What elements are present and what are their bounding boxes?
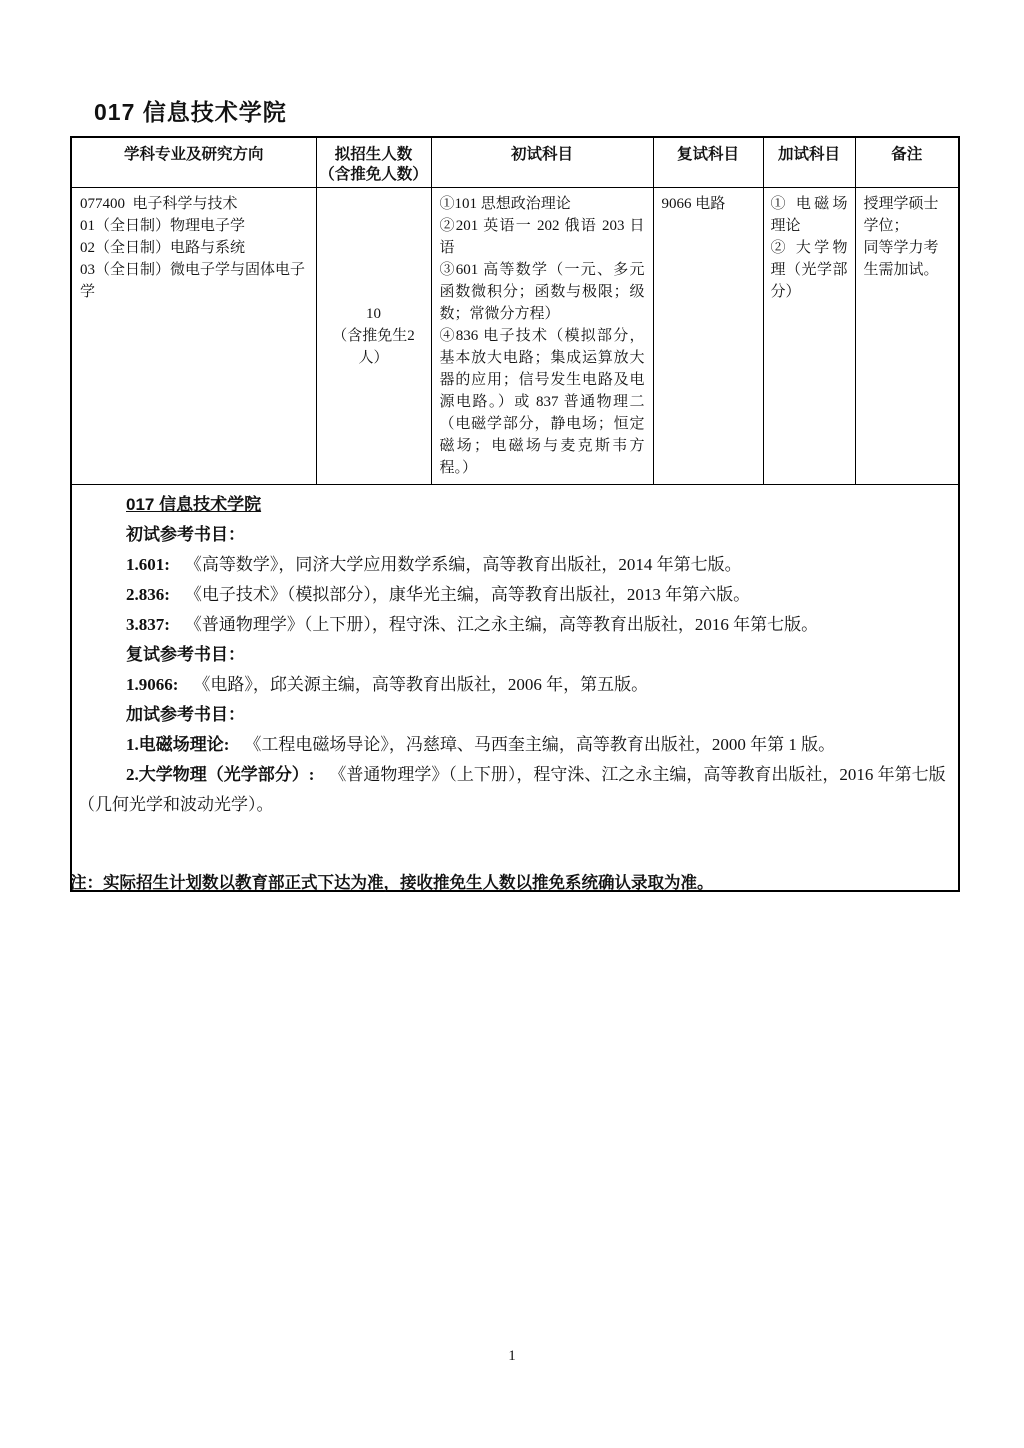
- table-header-row: [71, 137, 959, 188]
- col-header-retest-label: 复试科目: [676, 146, 739, 163]
- initial-exam-item-4: ④836 电子技术（模拟部分，基本放大电路；集成运算放大器的应用；信号发生电路及电源电路。）或 837 普通物理二（电磁学部分，静电场；恒定磁场；电磁场与麦克斯韦方程。）: [439, 328, 645, 476]
- enrollment-recommended-note: （含推免生2人）: [332, 328, 415, 366]
- book-text: 《普通物理学》（上下册），程守洙、江之永主编，高等教育出版社，2016 年第七版（几何光学和波动光学）。: [78, 765, 946, 814]
- major-cell: [71, 188, 316, 485]
- refs-book-item: [78, 610, 952, 640]
- refs-book-item: [78, 730, 952, 760]
- initial-exam-cell: [431, 188, 653, 485]
- footnote: 注：实际招生计划数以教育部正式下达为准，接收推免生人数以推免系统确认录取为准。: [70, 874, 714, 892]
- col-header-retest: [653, 137, 763, 188]
- enrollment-cell: [316, 188, 431, 485]
- refs-book-item: [78, 580, 952, 610]
- page-title: 017 信息技术学院: [94, 99, 287, 125]
- book-text: 《电路》，邱关源主编，高等教育出版社，2006 年，第五版。: [193, 675, 649, 694]
- refs-section-title-additional: 加试参考书目：: [126, 705, 245, 724]
- col-header-initial-exam-label: 初试科目: [510, 146, 573, 163]
- book-label: 2.836:: [126, 585, 170, 604]
- col-header-additional-exam: [763, 137, 855, 188]
- book-label: 1.电磁场理论:: [126, 735, 230, 754]
- book-label: 1.601:: [126, 555, 170, 574]
- col-header-major-label: 学科专业及研究方向: [123, 146, 264, 163]
- book-text: 《电子技术》（模拟部分），康华光主编，高等教育出版社，2013 年第六版。: [184, 585, 751, 604]
- book-text: 《工程电磁场导论》，冯慈璋、马西奎主编，高等教育出版社，2000 年第 1 版。: [244, 735, 836, 754]
- col-header-enrollment-line1: 拟招生人数: [334, 146, 413, 163]
- retest-cell: [653, 188, 763, 485]
- book-label: 1.9066:: [126, 675, 179, 694]
- remarks-line-2: 同等学力考生需加试。: [863, 240, 939, 278]
- book-text: 《普通物理学》（上下册），程守洙、江之永主编，高等教育出版社，2016 年第七版。: [184, 615, 819, 634]
- additional-exam-item-2: ② 大学物理（光学部分）: [770, 240, 848, 300]
- enrollment-count: 10: [366, 306, 381, 322]
- book-text: 《高等数学》，同济大学应用数学系编，高等教育出版社，2014 年第七版。: [184, 555, 742, 574]
- col-header-additional-exam-label: 加试科目: [777, 146, 840, 163]
- refs-heading: [78, 490, 952, 520]
- additional-exam-item-1: ① 电磁场理论: [770, 196, 848, 234]
- refs-book-item: [78, 670, 952, 700]
- col-header-remarks: [855, 137, 959, 188]
- remarks-line-1: 授理学硕士学位；: [863, 196, 939, 234]
- col-header-enrollment-line2: （含推免人数）: [319, 166, 428, 183]
- retest-subject: 9066 电路: [661, 196, 726, 212]
- initial-exam-item-2: ②201 英语一 202 俄语 203 日语: [439, 218, 645, 256]
- col-header-remarks-label: 备注: [891, 146, 923, 163]
- book-label: 3.837:: [126, 615, 170, 634]
- refs-heading-text: 017 信息技术学院: [126, 495, 262, 514]
- initial-exam-item-3: ③601 高等数学（一元、多元函数微积分；函数与极限；级数；常微分方程）: [439, 262, 645, 322]
- major-direction-3: 03（全日制）微电子学与固体电子学: [80, 262, 306, 300]
- reference-books-cell: [71, 485, 959, 891]
- major-direction-2: 02（全日制）电路与系统: [80, 240, 246, 256]
- refs-book-item: [78, 550, 952, 580]
- col-header-enrollment: [316, 137, 431, 188]
- page-number: 1: [508, 1348, 516, 1364]
- reference-books-row: [71, 485, 959, 891]
- remarks-cell: [855, 188, 959, 485]
- refs-section-title-initial: 初试参考书目：: [126, 525, 245, 544]
- additional-exam-cell: [763, 188, 855, 485]
- initial-exam-item-1: ①101 思想政治理论: [439, 196, 571, 212]
- book-label: 2.大学物理（光学部分）:: [126, 765, 315, 784]
- table-row: [71, 188, 959, 485]
- admissions-table: [70, 136, 960, 892]
- major-direction-1: 01（全日制）物理电子学: [80, 218, 246, 234]
- col-header-initial-exam: [431, 137, 653, 188]
- major-code-line: 077400 电子科学与技术: [80, 196, 238, 212]
- refs-section-title-retest: 复试参考书目：: [126, 645, 245, 664]
- col-header-major: [71, 137, 316, 188]
- refs-book-item: [78, 760, 952, 820]
